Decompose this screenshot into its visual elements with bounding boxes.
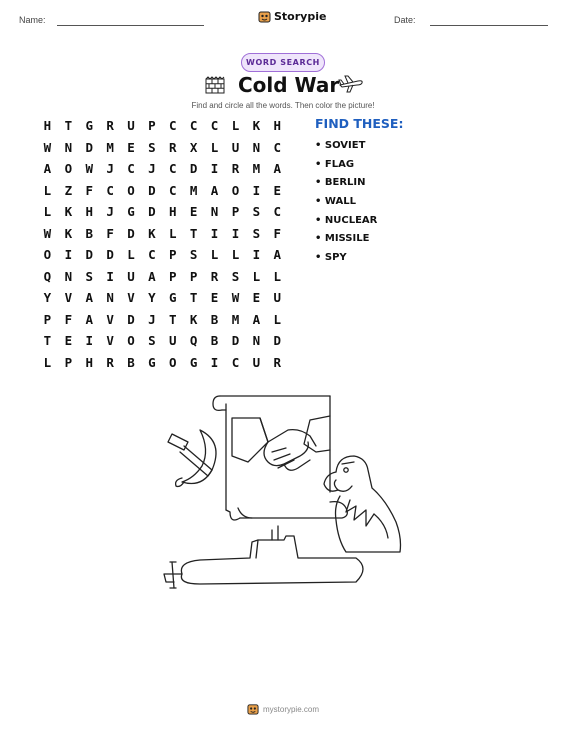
grid-letter: L — [252, 268, 261, 284]
grid-letter: S — [148, 139, 156, 155]
grid-letter: V — [64, 290, 73, 305]
grid-letter: E — [273, 182, 281, 198]
footer-url: mystorypie.com — [262, 704, 319, 714]
grid-letter: K — [252, 118, 261, 133]
word-item: • BERLIN — [315, 177, 366, 189]
eagle-illustration — [324, 456, 401, 552]
grid-letter: L — [210, 139, 219, 155]
grid-letter: C — [210, 118, 219, 133]
grid-letter: R — [231, 161, 240, 176]
grid-letter: S — [252, 204, 261, 219]
word-item: • MISSILE — [315, 233, 370, 245]
word-search-badge: WORD SEARCH — [241, 53, 325, 72]
hammer-sickle-icon — [168, 430, 216, 487]
grid-letter: N — [252, 139, 261, 155]
grid-letter: L — [231, 118, 240, 133]
grid-letter: U — [231, 139, 240, 155]
word-item: • SPY — [315, 252, 347, 264]
grid-letter: J — [148, 161, 156, 176]
grid-letter: R — [106, 118, 114, 133]
cold-war-picture — [160, 390, 410, 610]
grid-letter: X — [189, 139, 198, 155]
grid-letter: I — [231, 225, 240, 241]
grid-letter: I — [106, 268, 114, 284]
grid-letter: S — [189, 247, 198, 262]
grid-letter: I — [85, 333, 93, 348]
grid-letter: M — [106, 139, 114, 155]
grid-letter: A — [273, 247, 281, 262]
grid-letter: F — [273, 225, 281, 241]
grid-row — [37, 244, 288, 266]
handshake-illustration — [232, 416, 330, 470]
grid-letter: S — [231, 268, 240, 284]
grid-letter: C — [169, 118, 177, 133]
word-item: • FLAG — [315, 158, 355, 170]
grid-letter: W — [43, 139, 52, 155]
grid-letter: D — [127, 311, 135, 327]
grid-letter: O — [169, 354, 177, 370]
word-item: • NUCLEAR — [315, 214, 378, 226]
grid-row — [37, 352, 288, 374]
grid-letter: D — [273, 333, 281, 348]
grid-letter: T — [189, 225, 198, 241]
grid-letter: F — [106, 225, 114, 241]
grid-letter: W — [231, 290, 240, 305]
grid-letter: N — [210, 204, 219, 219]
grid-letter: R — [106, 354, 114, 370]
grid-letter: L — [273, 268, 281, 284]
grid-letter: Q — [43, 268, 52, 284]
storypie-logo-icon — [258, 10, 271, 23]
grid-letter: T — [64, 118, 73, 133]
grid-letter: V — [106, 311, 114, 327]
grid-letter: L — [43, 204, 52, 219]
word-item: • SOVIET — [315, 140, 366, 151]
grid-letter: U — [252, 354, 261, 370]
grid-letter: L — [273, 311, 281, 327]
grid-letter: C — [127, 161, 135, 176]
grid-letter: I — [64, 247, 73, 262]
grid-letter: E — [127, 139, 135, 155]
grid-letter: W — [43, 225, 52, 241]
grid-letter: H — [169, 204, 177, 219]
grid-letter: J — [106, 204, 114, 219]
grid-letter: U — [169, 333, 177, 348]
page-title: Cold War — [238, 73, 340, 97]
grid-letter: K — [64, 204, 73, 219]
grid-letter: K — [148, 225, 156, 241]
grid-row — [37, 309, 288, 331]
brick-wall-icon — [205, 76, 225, 94]
grid-letter: T — [169, 311, 177, 327]
grid-letter: O — [64, 161, 73, 176]
grid-letter: A — [148, 268, 156, 284]
grid-letter: M — [231, 311, 240, 327]
instructions: Find and circle all the words. Then color the picture! — [191, 101, 375, 110]
grid-letter: I — [210, 225, 219, 241]
grid-letter: E — [64, 333, 73, 348]
grid-letter: D — [85, 139, 93, 155]
grid-letter: S — [85, 268, 93, 284]
grid-letter: I — [252, 182, 261, 198]
grid-letter: G — [189, 354, 198, 370]
grid-letter: N — [64, 268, 73, 284]
grid-letter: C — [189, 118, 198, 133]
grid-letter: L — [231, 247, 240, 262]
grid-letter: H — [85, 354, 93, 370]
grid-letter: B — [210, 333, 219, 348]
storypie-footer-logo-icon — [247, 703, 259, 715]
grid-letter: N — [252, 333, 261, 348]
name-line — [57, 25, 204, 26]
grid-letter: A — [273, 161, 281, 176]
grid-letter: P — [169, 268, 177, 284]
grid-letter: C — [273, 204, 281, 219]
grid-letter: L — [43, 182, 52, 198]
submarine-illustration — [164, 526, 363, 588]
grid-letter: D — [148, 204, 156, 219]
date-label: Date: — [394, 15, 416, 25]
grid-letter: H — [273, 118, 281, 133]
grid-letter: G — [148, 354, 156, 370]
grid-letter: D — [148, 182, 156, 198]
grid-letter: F — [64, 311, 73, 327]
grid-letter: N — [106, 290, 114, 305]
grid-letter: K — [64, 225, 73, 241]
grid-letter: P — [189, 268, 198, 284]
grid-letter: C — [106, 182, 114, 198]
grid-letter: A — [43, 161, 52, 176]
grid-letter: B — [127, 354, 135, 370]
grid-letter: U — [273, 290, 281, 305]
grid-letter: E — [252, 290, 261, 305]
grid-letter: W — [85, 161, 93, 176]
grid-letter: G — [169, 290, 177, 305]
grid-letter: S — [252, 225, 261, 241]
grid-letter: I — [252, 247, 261, 262]
grid-letter: D — [106, 247, 114, 262]
grid-row — [37, 115, 288, 137]
grid-row — [37, 223, 288, 245]
word-item: • WALL — [315, 196, 356, 208]
grid-letter: E — [189, 204, 198, 219]
grid-letter: M — [252, 161, 261, 176]
grid-row — [37, 330, 288, 352]
grid-row — [37, 287, 288, 309]
grid-letter: O — [127, 333, 135, 348]
grid-letter: C — [231, 354, 240, 370]
grid-letter: P — [169, 247, 177, 262]
grid-letter: H — [43, 118, 52, 133]
grid-letter: A — [252, 311, 261, 327]
name-label: Name: — [19, 15, 46, 25]
grid-letter: Y — [43, 290, 52, 305]
grid-letter: M — [189, 182, 198, 198]
brand — [258, 10, 326, 23]
grid-letter: A — [210, 182, 219, 198]
grid-letter: P — [148, 118, 156, 133]
grid-letter: H — [85, 204, 93, 219]
date-line — [430, 25, 548, 26]
grid-letter: P — [43, 311, 52, 327]
grid-letter: A — [85, 311, 93, 327]
grid-letter: Z — [64, 182, 73, 198]
grid-letter: C — [169, 182, 177, 198]
grid-letter: L — [169, 225, 177, 241]
grid-letter: D — [189, 161, 198, 176]
grid-letter: C — [169, 161, 177, 176]
grid-letter: B — [85, 225, 93, 241]
grid-letter: B — [210, 311, 219, 327]
grid-letter: A — [85, 290, 93, 305]
grid-letter: L — [43, 354, 52, 370]
grid-letter: U — [127, 118, 135, 133]
grid-letter: N — [64, 139, 73, 155]
grid-letter: E — [210, 290, 219, 305]
grid-letter: R — [210, 268, 219, 284]
grid-letter: T — [43, 333, 52, 348]
grid-row — [37, 137, 288, 159]
grid-letter: I — [210, 161, 219, 176]
grid-letter: D — [231, 333, 240, 348]
grid-letter: O — [127, 182, 135, 198]
grid-letter: F — [85, 182, 93, 198]
grid-letter: T — [189, 290, 198, 305]
brand-name: Storypie — [274, 10, 327, 23]
grid-row — [37, 266, 288, 288]
grid-letter: V — [106, 333, 114, 348]
grid-letter: J — [106, 161, 114, 176]
grid-letter: U — [127, 268, 135, 284]
grid-letter: G — [85, 118, 93, 133]
grid-letter: P — [64, 354, 73, 370]
grid-letter: V — [127, 290, 135, 305]
grid-letter: R — [169, 139, 177, 155]
grid-letter: I — [210, 354, 219, 370]
grid-letter: D — [85, 247, 93, 262]
grid-letter: J — [148, 311, 156, 327]
grid-letter: S — [148, 333, 156, 348]
find-these-heading: FIND THESE: — [315, 116, 404, 131]
grid-letter: L — [210, 247, 219, 262]
grid-row — [37, 158, 288, 180]
grid-letter: L — [127, 247, 135, 262]
grid-letter: K — [189, 311, 198, 327]
grid-letter: G — [127, 204, 135, 219]
grid-letter: C — [273, 139, 281, 155]
grid-letter: R — [273, 354, 281, 370]
grid-letter: O — [231, 182, 240, 198]
grid-letter: Y — [148, 290, 156, 305]
grid-letter: O — [43, 247, 52, 262]
grid-letter: Q — [189, 333, 198, 348]
grid-row — [37, 180, 288, 202]
grid-letter: D — [127, 225, 135, 241]
grid-row — [37, 201, 288, 223]
airplane-icon — [338, 74, 364, 94]
footer — [0, 703, 566, 715]
word-list — [315, 137, 377, 268]
letter-grid — [37, 115, 288, 373]
grid-letter: C — [148, 247, 156, 262]
grid-letter: P — [231, 204, 240, 219]
